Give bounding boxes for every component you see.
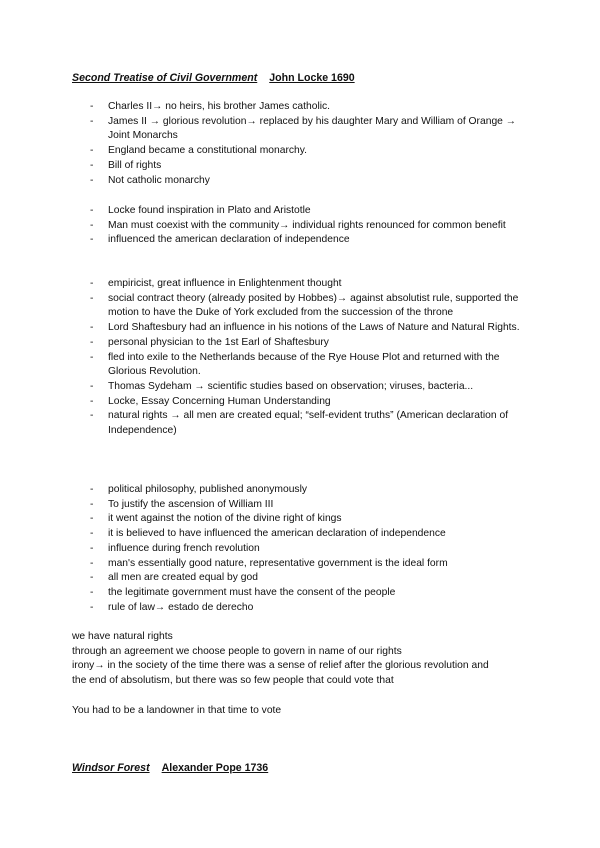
list-item: - fled into exile to the Netherlands because of the Rye House Plot and returned with the Glorious Revolution. — [90, 351, 530, 380]
list-item: - James II → glorious revolution→ replaced by his daughter Mary and William of Orange → Joint Monarchs — [90, 115, 530, 144]
list-item: - personal physician to the 1st Earl of Shaftesbury — [90, 336, 530, 351]
list-item: - Charles II→ no heirs, his brother James catholic. — [90, 100, 530, 115]
list-item: - Man must coexist with the community→ individual rights renounced for common benefit — [90, 219, 530, 234]
paragraph-line: through an agreement we choose people to govern in name of our rights — [72, 645, 402, 657]
list-item: - natural rights → all men are created equal; “self-evident truths” (American declaration of Independence) — [90, 409, 530, 438]
list-item: - empiricist, great influence in Enlightenment thought — [90, 277, 530, 292]
heading-locke — [72, 72, 355, 84]
list-item: - it is believed to have influenced the american declaration of independence — [90, 527, 530, 542]
list-item: - Thomas Sydeham → scientific studies based on observation; viruses, bacteria... — [90, 380, 530, 395]
paragraph-landowner — [72, 704, 532, 719]
paragraph-line: the end of absolutism, but there was so few people that could vote that — [72, 675, 394, 687]
list-item: - all men are created equal by god — [90, 571, 530, 586]
list-item: - Locke found inspiration in Plato and Aristotle — [90, 204, 530, 219]
list-item: - man's essentially good nature, representative government is the ideal form — [90, 557, 530, 572]
heading-author-year: John Locke 1690 — [269, 72, 355, 84]
bullet-list-history — [90, 100, 530, 188]
heading-title: Second Treatise of Civil Government — [72, 72, 258, 84]
bullet-list-influences — [90, 204, 530, 248]
list-item: - rule of law→ estado de derecho — [90, 601, 530, 616]
paragraph-natural-rights — [72, 630, 532, 689]
paragraph-line: You had to be a landowner in that time to vote — [72, 705, 282, 716]
list-item: - the legitimate government must have the consent of the people — [90, 586, 530, 601]
bullet-list-treatise — [90, 483, 530, 615]
paragraph-line: irony→ in the society of the time there was a sense of relief after the glorious revolution and — [72, 660, 489, 672]
list-item: - England became a constitutional monarchy. — [90, 144, 530, 159]
list-item: - Locke, Essay Concerning Human Understanding — [90, 395, 530, 410]
list-item: - Lord Shaftesbury had an influence in his notions of the Laws of Nature and Natural Rights. — [90, 321, 530, 336]
paragraph-line: we have natural rights — [72, 631, 173, 642]
heading-title: Windsor Forest — [72, 762, 150, 774]
bullet-list-biography — [90, 277, 530, 439]
heading-author-year: Alexander Pope 1736 — [161, 762, 269, 774]
list-item: - social contract theory (already posited by Hobbes)→ against absolutist rule, supported the motion to have the Duke of York excluded from the succession of the throne — [90, 292, 530, 321]
list-item: - Bill of rights — [90, 159, 530, 174]
list-item: - To justify the ascension of William III — [90, 498, 530, 513]
list-item: - influenced the american declaration of independence — [90, 233, 530, 248]
list-item: - it went against the notion of the divine right of kings — [90, 512, 530, 527]
heading-pope — [72, 762, 268, 774]
list-item: - influence during french revolution — [90, 542, 530, 557]
list-item: - Not catholic monarchy — [90, 174, 530, 189]
list-item: - political philosophy, published anonymously — [90, 483, 530, 498]
